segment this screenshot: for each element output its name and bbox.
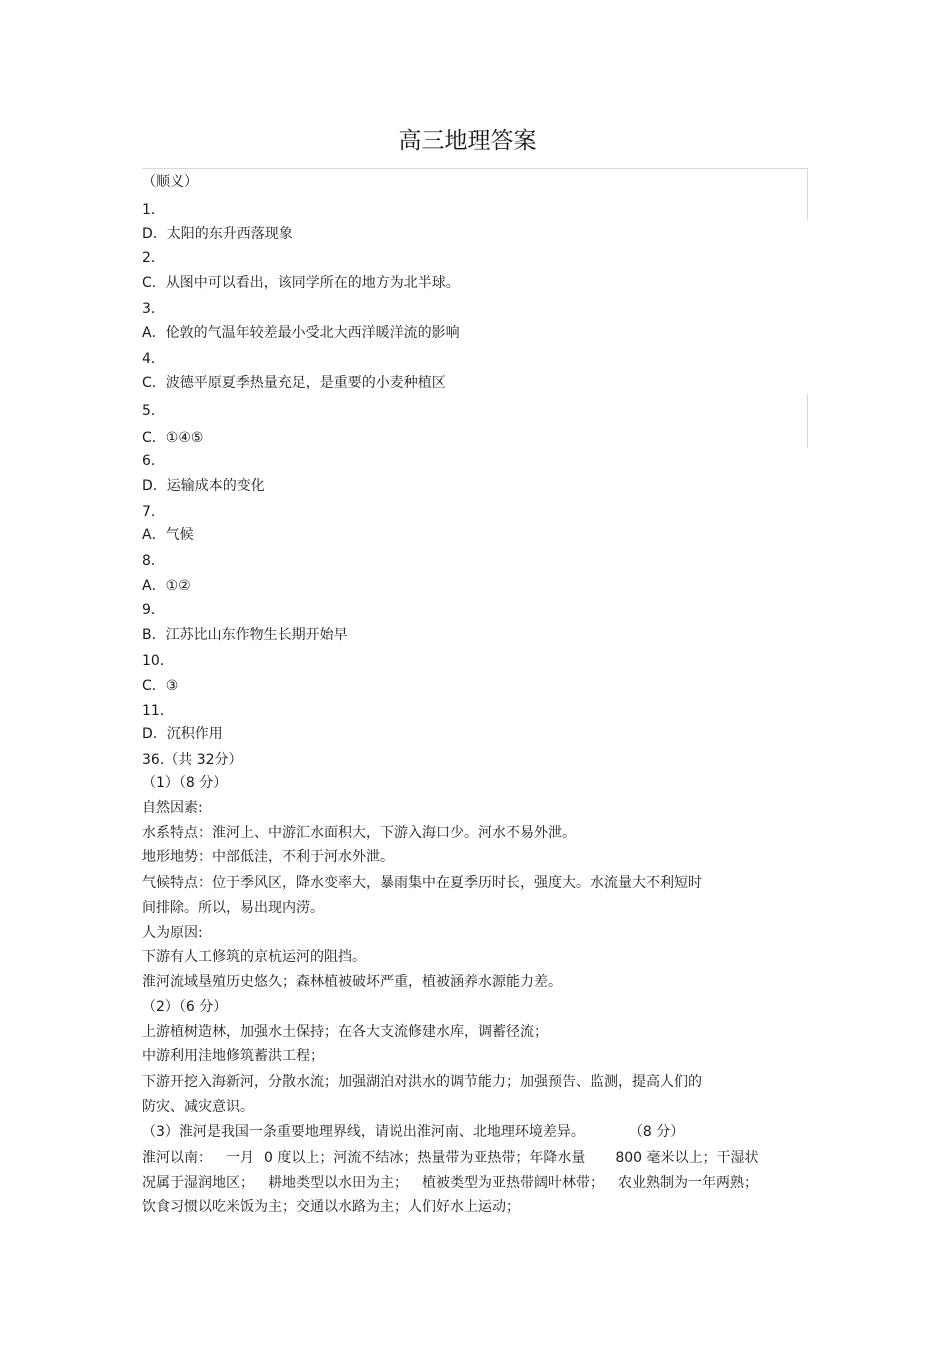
answer-text: B．江苏比山东作物生长期开始早 (142, 627, 348, 643)
page-title: 高三地理答案 (398, 128, 537, 154)
q36-downstream-cont: 防灾、减灾意识。 (142, 1099, 254, 1115)
answer-text: C．③ (142, 678, 179, 694)
question-number: 2． (142, 250, 165, 266)
answer-text: C．①④⑤ (142, 430, 204, 446)
answer-text: C．从图中可以看出，该同学所在的地方为北半球。 (142, 275, 460, 291)
q36-human-cause: 下游有人工修筑的京杭运河的阻挡。 (142, 949, 366, 965)
q36-water-system: 水系特点：淮河上、中游汇水面积大，下游入海口少。河水不易外泄。 (142, 825, 576, 841)
south-text: 一月 (226, 1150, 254, 1166)
answer-text: D．运输成本的变化 (142, 478, 265, 494)
question-number: 11． (142, 703, 174, 719)
q36-upstream: 上游植树造林，加强水土保持；在各大支流修建水库，调蓄径流； (142, 1024, 548, 1040)
south-text: 植被类型为亚热带阔叶林带； (422, 1175, 604, 1191)
q36-climate: 气候特点：位于季风区，降水变率大，暴雨集中在夏季历时长，强度大。水流量大不利短时 (142, 875, 702, 891)
q36-human-cause: 淮河流域垦殖历史悠久；森林植被破坏严重，植被涵养水源能力差。 (142, 974, 562, 990)
question-number: 9． (142, 602, 165, 618)
question-number: 1． (142, 202, 165, 218)
q36-midstream: 中游利用洼地修筑蓄洪工程； (142, 1048, 324, 1064)
q36-climate-cont: 间排除。所以，易出现内涝。 (142, 900, 324, 916)
south-text: 况属于湿润地区； (142, 1175, 254, 1191)
q36-human-heading: 人为原因: (142, 925, 203, 941)
answer-text: C．波德平原夏季热量充足，是重要的小麦种植区 (142, 375, 446, 391)
question-number: 8． (142, 553, 165, 569)
q36-natural-heading: 自然因素: (142, 800, 203, 816)
south-text: 800 毫米以上；干湿状 (615, 1150, 759, 1166)
q36-part2-label: （2）（6 分） (142, 999, 228, 1015)
answer-text: D．太阳的东升西落现象 (142, 226, 293, 242)
answer-text: A．①② (142, 578, 191, 594)
answer-text: A．伦敦的气温年较差最小受北大西洋暖洋流的影响 (142, 325, 460, 341)
q36-downstream: 下游开挖入海新河，分散水流；加强湖泊对洪水的调节能力；加强预告、监测，提高人们的 (142, 1074, 702, 1090)
question-number: 4． (142, 351, 165, 367)
frame-right-border (807, 394, 808, 448)
south-text: 耕地类型以水田为主； (268, 1175, 408, 1191)
question-number: 3． (142, 301, 165, 317)
south-label: 淮河以南： (142, 1150, 212, 1166)
question-number: 10． (142, 653, 174, 669)
south-text: 0 度以上；河流不结冰；热量带为亚热带；年降水量 (264, 1150, 586, 1166)
south-text: 农业熟制为一年两熟； (618, 1175, 758, 1191)
answer-text: D．沉积作用 (142, 726, 223, 742)
q36-south-line: 饮食习惯以吃米饭为主；交通以水路为主；人们好水上运动； (142, 1199, 520, 1215)
question-number: 7． (142, 504, 165, 520)
q36-header: 36.（共 32分） (142, 752, 243, 768)
frame-top-border (142, 168, 808, 169)
frame-right-border (807, 168, 808, 220)
q36-part3-question (142, 1122, 684, 1142)
q36-part1-label: （1）（8 分） (142, 775, 228, 791)
q36-south-line (142, 1148, 759, 1168)
question-number: 5． (142, 403, 165, 419)
q36-south-line (142, 1173, 758, 1193)
q36-part3-text: （3）淮河是我国一条重要地理界线，请说出淮河南、北地理环境差异。 (142, 1124, 585, 1140)
q36-terrain: 地形地势：中部低洼，不利于河水外泄。 (142, 849, 394, 865)
question-number: 6． (142, 453, 165, 469)
q36-part3-score: （8 分） (628, 1124, 685, 1140)
author-note: （顺义） (142, 174, 198, 190)
answer-text: A．气候 (142, 527, 194, 543)
